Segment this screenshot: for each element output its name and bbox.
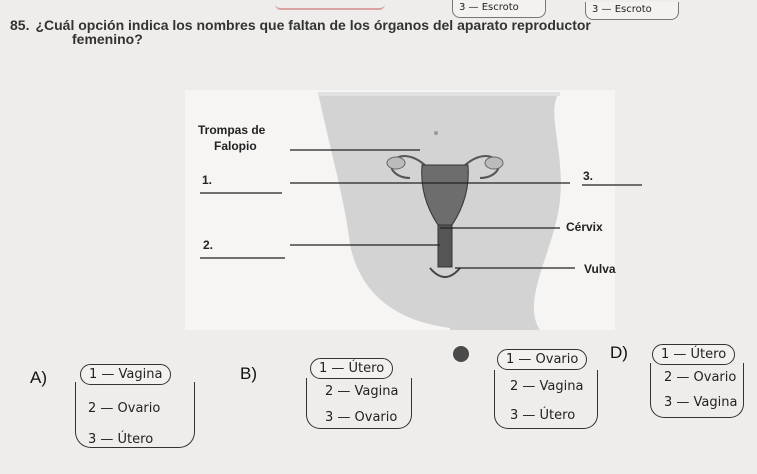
option-d-letter[interactable]: D): [610, 343, 628, 362]
option-b-line-3[interactable]: 3 — Ovario: [325, 410, 398, 425]
top-answer-box-1: 3 — Escroto: [452, 0, 546, 18]
question-number: 85.: [10, 17, 30, 33]
label-blank-2: 2.: [203, 238, 214, 252]
option-b-letter[interactable]: B): [240, 364, 257, 383]
question-line-2: femenino?: [72, 31, 143, 47]
option-c-line-3[interactable]: 3 — Útero: [510, 408, 576, 423]
option-d-outline: [650, 363, 744, 418]
option-c-line-2[interactable]: 2 — Vagina: [510, 379, 584, 394]
label-vulva: Vulva: [584, 262, 616, 276]
option-c-outline: [494, 370, 598, 429]
option-a-outline: [75, 382, 195, 448]
option-d-line-3[interactable]: 3 — Vagina: [664, 395, 738, 410]
option-c-marker-icon[interactable]: [453, 346, 469, 362]
option-a-letter[interactable]: A): [30, 368, 47, 387]
label-trompas-line1: Trompas de: [198, 123, 266, 137]
label-cervix: Cérvix: [566, 220, 603, 234]
top-answer-box-2: 3 — Escroto: [585, 2, 679, 20]
option-c-line-1[interactable]: 1 — Ovario: [497, 349, 587, 370]
option-d-line-2[interactable]: 2 — Ovario: [664, 370, 737, 385]
option-a-line-2[interactable]: 2 — Ovario: [88, 401, 161, 416]
label-trompas-line2: Falopio: [214, 139, 257, 153]
label-blank-1: 1.: [202, 173, 213, 187]
option-a-line-3[interactable]: 3 — Útero: [88, 432, 154, 447]
option-b-line-1[interactable]: 1 — Útero: [310, 358, 393, 379]
option-a-line-1[interactable]: 1 — Vagina: [80, 364, 171, 385]
label-blank-3: 3.: [583, 169, 594, 183]
option-d-line-1[interactable]: 1 — Útero: [652, 344, 735, 365]
option-b-outline: [306, 378, 412, 429]
option-b-line-2[interactable]: 2 — Vagina: [325, 384, 399, 399]
question-line-1: ¿Cuál opción indica los nombres que faltan de los órganos del aparato reproductor: [35, 17, 591, 33]
